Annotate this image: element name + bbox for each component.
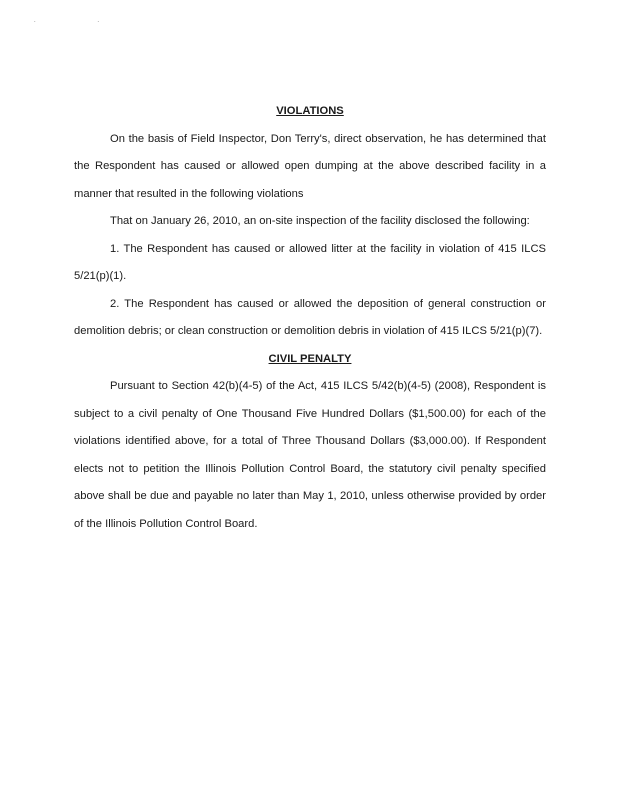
document-page (74, 98, 546, 538)
violation-item-1: 1. The Respondent has caused or allowed litter at the facility in violation of 415 ILCS 5/21(p)(1). (74, 242, 546, 282)
scan-corner-marks: . . (34, 18, 130, 24)
civil-penalty-paragraph: Pursuant to Section 42(b)(4-5) of the Act, 415 ILCS 5/42(b)(4-5) (2008), Respondent is subject to a civil penalty of One Thousand Five Hundred Dollars ($1,500.00) for each of the violations identified above, for a total of Three Thousand Dollars ($3,000.00). If Respondent elects not to petition the Illinois Pollution Control Board, the statutory civil penalty specified above shall be due and payable no later than May 1, 2010, unless otherwise provided by order of the Illinois Pollution Control Board. (74, 380, 546, 530)
violation-item-2: 2. The Respondent has caused or allowed the deposition of general construction or demolition debris; or clean construction or demolition debris in violation of 415 ILCS 5/21(p)(7). (74, 297, 546, 337)
violations-intro-paragraph: On the basis of Field Inspector, Don Terry's, direct observation, he has determined that the Respondent has caused or allowed open dumping at the above described facility in a manner that resulted in the following violations (74, 132, 546, 200)
violations-heading: VIOLATIONS (276, 105, 344, 117)
civil-penalty-heading: CIVIL PENALTY (268, 352, 352, 365)
inspection-paragraph: That on January 26, 2010, an on-site inspection of the facility disclosed the following: (110, 215, 530, 227)
